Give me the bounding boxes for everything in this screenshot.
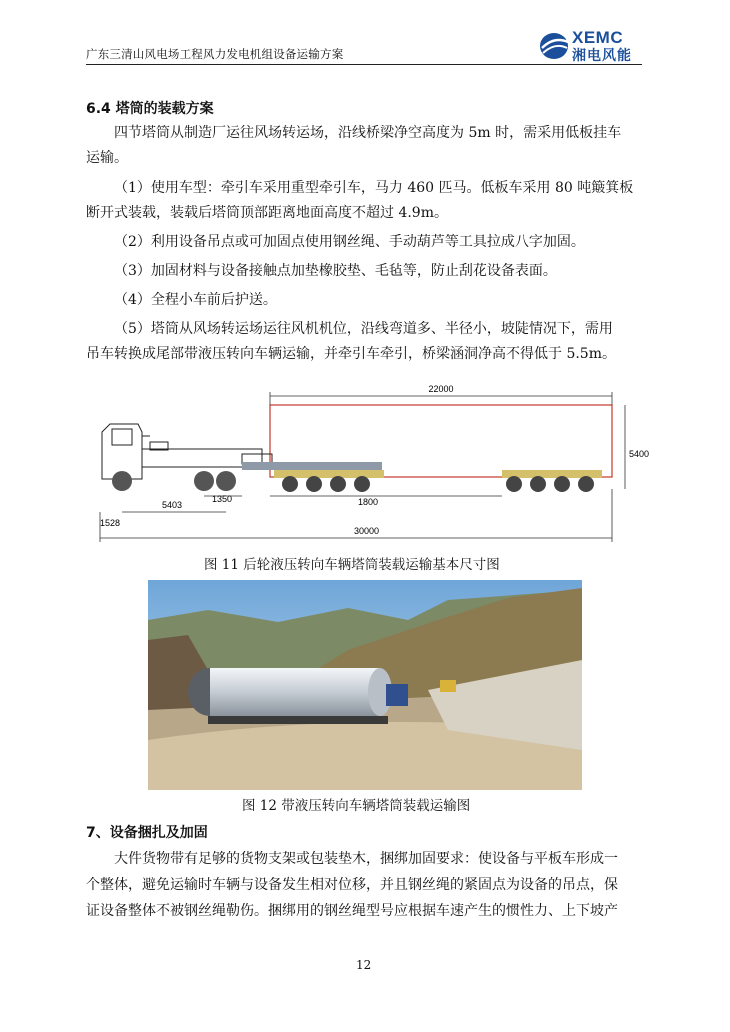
- tower-section-on-trailer: [188, 668, 392, 716]
- item-1-line-2: 断开式装载，装载后塔筒顶部距离地面高度不超过 4.9m。: [86, 205, 448, 221]
- section-7-body: [86, 846, 642, 924]
- item-4: （4）全程小车前后护送。: [114, 292, 277, 308]
- trailer-bed: [208, 716, 388, 724]
- logo-globe-icon: [538, 28, 572, 62]
- dim-label-5400: 5400: [629, 449, 650, 459]
- section-heading-6-4: 6.4 塔筒的装载方案: [86, 101, 214, 117]
- intro-line-2: 运输。: [86, 150, 128, 166]
- trailer-front-axle-module: [274, 470, 384, 492]
- trailer-front-deck: [242, 462, 382, 470]
- item-5-line-1: （5）塔筒从风场转运场运往风机机位，沿线弯道多、半径小，坡陡情况下，需用: [114, 321, 613, 337]
- item-5-line-2: 吊车转换成尾部带液压转向车辆运输，并牵引车牵引，桥梁涵洞净高不得低于 5.5m。: [86, 346, 616, 362]
- company-logo: [538, 28, 648, 62]
- tractor-truck: [102, 424, 272, 479]
- intro-line-1: 四节塔筒从制造厂运往风场转运场，沿线桥梁净空高度为 5m 时，需采用低板挂车: [114, 125, 622, 141]
- tractor-wheels: [112, 471, 236, 491]
- tractor-cab: [386, 684, 408, 706]
- figure-11-caption: 图 11 后轮液压转向车辆塔筒装载运输基本尺寸图: [204, 557, 500, 573]
- section-7-line-1: 大件货物带有足够的货物支架或包装垫木，捆绑加固要求：使设备与平板车形成一: [114, 851, 618, 867]
- dim-label-22000: 22000: [428, 384, 454, 394]
- section-7-line-3: 证设备整体不被钢丝绳勒伤。捆绑用的钢丝绳型号应根据车速产生的惯性力、上下坡产: [86, 903, 618, 919]
- page-number: 12: [356, 958, 372, 972]
- trailer-rear-axle-module: [502, 470, 602, 492]
- item-3: （3）加固材料与设备接触点加垫橡胶垫、毛毡等，防止刮花设备表面。: [114, 263, 557, 279]
- dim-label-1528: 1528: [100, 518, 121, 528]
- dim-label-1350: 1350: [212, 494, 233, 504]
- transport-dimension-diagram: [92, 384, 652, 546]
- dim-label-30000: 30000: [354, 526, 380, 536]
- dim-label-1800: 1800: [358, 497, 379, 507]
- dim-label-5403: 5403: [162, 500, 183, 510]
- document-header-title: 广东三清山风电场工程风力发电机组设备运输方案: [86, 47, 344, 61]
- tower-transport-photo: [148, 580, 582, 790]
- figure-12-caption: 图 12 带液压转向车辆塔筒装载运输图: [242, 798, 471, 814]
- logo-text-chinese: 湘电风能: [572, 47, 632, 63]
- loader-vehicle: [440, 680, 456, 692]
- header-rule: [86, 64, 642, 65]
- section-6-4-body: [86, 121, 642, 367]
- item-1-line-1: （1）使用车型：牵引车采用重型牵引车，马力 460 匹马。低板车采用 80 吨簸箕板: [114, 180, 634, 196]
- section-heading-7: 7、设备捆扎及加固: [86, 825, 208, 841]
- logo-text-xemc: XEMC: [572, 28, 624, 47]
- item-2: （2）利用设备吊点或可加固点使用钢丝绳、手动葫芦等工具拉成八字加固。: [114, 234, 585, 250]
- section-7-line-2: 个整体，避免运输时车辆与设备发生相对位移，并且钢丝绳的紧固点为设备的吊点，保: [86, 877, 618, 893]
